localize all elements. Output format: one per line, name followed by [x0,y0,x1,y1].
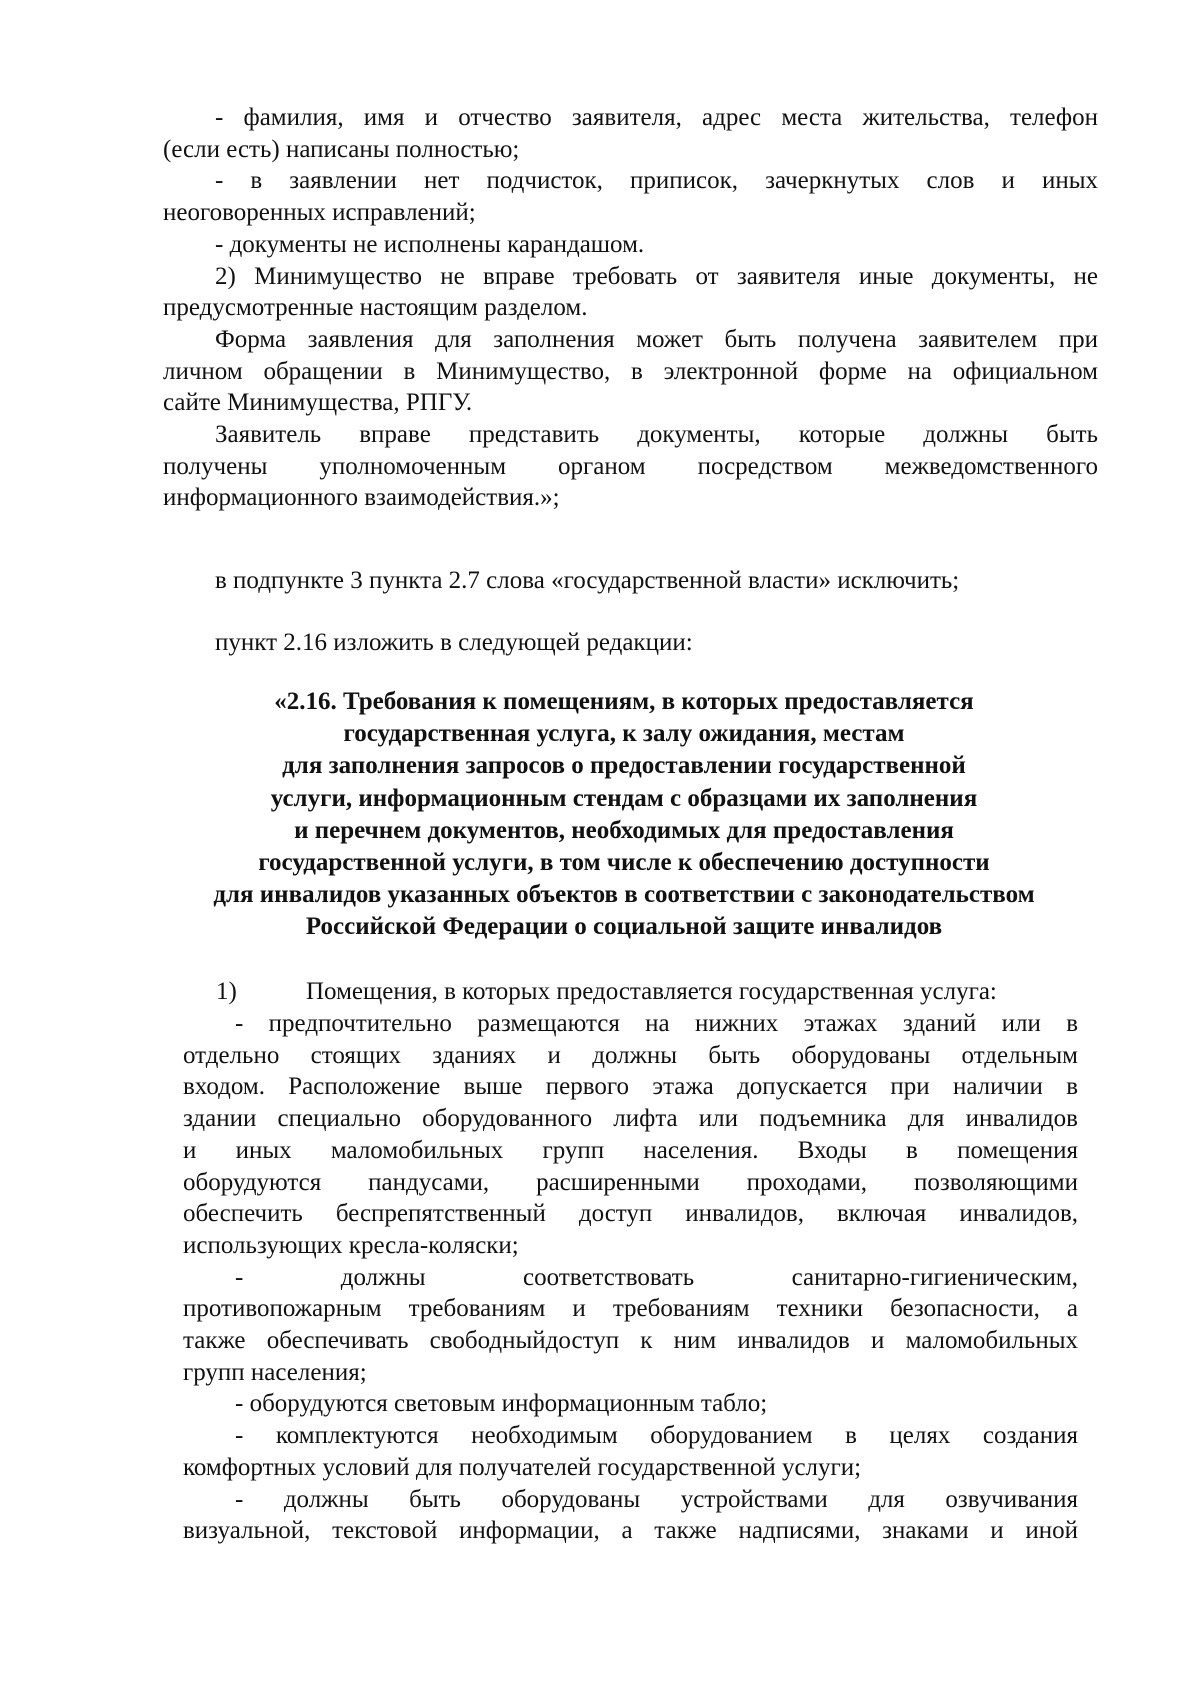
heading-line: государственная услуга, к залу ожидания, местам [343,720,905,748]
paragraph-line: - комплектуются необходимым оборудованием в целях создания [235,1422,1078,1450]
paragraph-line: противопожарным требованиям и требованиям техники безопасности, а [183,1295,1078,1323]
paragraph-line: комфортных условий для получателей государственной услуги; [183,1453,862,1481]
text-block-bottom [183,1008,1078,1547]
paragraph-line: личном обращении в Минимущество, в электронной форме на официальном [163,357,1098,385]
paragraph-line: информационного взаимодействия.»; [163,484,560,512]
paragraph-line: и иных маломобильных групп населения. Входы в помещения [183,1136,1078,1164]
paragraph-line: - документы не исполнены карандашом. [215,230,645,258]
paragraph-line: получены уполномоченным органом посредством межведомственного [163,452,1098,480]
paragraph-line: - предпочтительно размещаются на нижних этажах зданий или в [235,1010,1078,1037]
heading-line: «2.16. Требования к помещениям, в которых предоставляется [274,688,974,715]
heading-line: для заполнения запросов о предоставлении государственной [282,752,966,780]
paragraph-line: оборудуются пандусами, расширенными проходами, позволяющими [183,1168,1078,1196]
paragraph-line: также обеспечивать свободныйдоступ к ним инвалидов и маломобильных [183,1327,1078,1355]
paragraph-line: групп населения; [183,1358,367,1386]
paragraph-line: 2) Минимущество не вправе требовать от заявителя иные документы, не [215,262,1098,290]
amendment-line-2-16: пункт 2.16 изложить в следующей редакции: [215,629,693,656]
paragraph-line: сайте Минимущества, РПГУ. [163,389,473,417]
paragraph-line: Заявитель вправе представить документы, которые должны быть [215,421,1098,449]
heading-line: государственной услуги, в том числе к обеспечению доступности [258,849,990,877]
paragraph-line: - в заявлении нет подчисток, приписок, зачеркнутых слов и иных [215,167,1098,195]
paragraph-line: Форма заявления для заполнения может быть получена заявителем при [215,325,1098,353]
heading-line: для инвалидов указанных объектов в соответствии с законодательством [213,881,1035,909]
paragraph-line: (если есть) написаны полностью; [163,135,520,163]
section-heading-2-16 [150,686,1098,944]
amendment-text [215,565,1115,597]
amendment-line-2-7: в подпункте 3 пункта 2.7 слова «государственной власти» исключить; [215,567,960,594]
paragraph-line: - должны соответствовать санитарно-гигиеническим, [235,1263,1078,1291]
heading-line: и перечнем документов, необходимых для предоставления [294,816,954,844]
paragraph-line: входом. Расположение выше первого этажа допускается при наличии в [183,1073,1078,1101]
paragraph-line: предусмотренные настоящим разделом. [163,294,588,322]
paragraph-line: - фамилия, имя и отчество заявителя, адрес места жительства, телефон [215,104,1098,131]
item-title-text: Помещения, в которых предоставляется государственная услуга: [306,978,997,1005]
paragraph-line: неоговоренных исправлений; [163,199,476,227]
paragraph-line: - должны быть оборудованы устройствами для озвучивания [235,1485,1078,1513]
text-block-top [163,102,1098,514]
heading-line: услуги, информационным стендам с образцами их заполнения [270,784,978,812]
heading-line: Российской Федерации о социальной защите инвалидов [305,913,943,941]
paragraph-line: - оборудуются световым информационным табло; [235,1390,768,1418]
paragraph-line: визуальной, текстовой информации, а также надписями, знаками и иной [183,1517,1078,1545]
amendment-text [215,627,1115,659]
item-number: 1) [216,978,237,1005]
paragraph-line: использующих кресла-коляски; [183,1231,519,1259]
paragraph-line: обеспечить беспрепятственный доступ инвалидов, включая инвалидов, [183,1200,1078,1228]
paragraph-line: здании специально оборудованного лифта или подъемника для инвалидов [183,1105,1078,1133]
paragraph-line: отдельно стоящих зданиях и должны быть оборудованы отдельным [183,1041,1078,1069]
item-1-title [150,976,1110,1008]
